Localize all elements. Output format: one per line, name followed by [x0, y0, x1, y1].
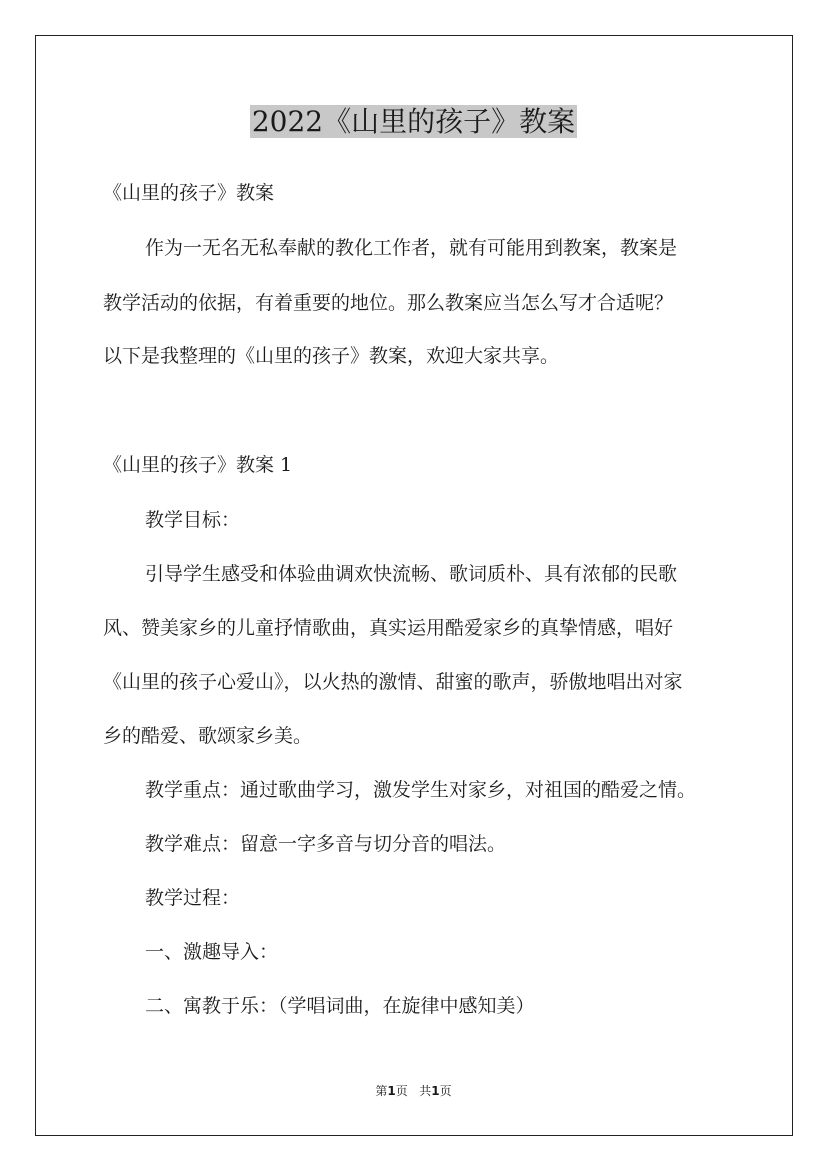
section-heading: 《山里的孩子》教案 1 — [103, 454, 293, 476]
objectives-line-2: 风、赞美家乡的儿童抒情歌曲，真实运用酷爱家乡的真挚情感，唱好 — [103, 617, 674, 639]
key-point: 教学重点：通过歌曲学习，激发学生对家乡，对祖国的酷爱之情。 — [145, 779, 697, 801]
objectives-label: 教学目标： — [145, 509, 241, 531]
footer-page-total: 1 — [431, 1084, 440, 1098]
document-title — [0, 102, 827, 142]
difficulty: 教学难点：留意一字多音与切分音的唱法。 — [145, 833, 507, 855]
intro-line-3: 以下是我整理的《山里的孩子》教案，欢迎大家共享。 — [103, 345, 560, 367]
footer-suffix: 页 — [439, 1084, 452, 1098]
objectives-line-4: 乡的酷爱、歌颂家乡美。 — [103, 725, 313, 747]
document-title-text: 2022《山里的孩子》教案 — [251, 105, 576, 138]
page-footer — [0, 1082, 827, 1100]
process-label: 教学过程： — [145, 887, 241, 909]
objectives-line-3: 《山里的孩子心爱山》，以火热的激情、甜蜜的歌声，骄傲地唱出对家 — [103, 671, 683, 693]
footer-mid: 页 共 — [395, 1084, 432, 1098]
footer-prefix: 第 — [375, 1084, 388, 1098]
step-2: 二、寓教于乐：（学唱词曲，在旋律中感知美） — [145, 995, 535, 1017]
step-1: 一、激趣导入： — [145, 941, 279, 963]
intro-line-2: 教学活动的依据，有着重要的地位。那么教案应当怎么写才合适呢？ — [103, 292, 674, 314]
intro-line-1: 作为一无名无私奉献的教化工作者，就有可能用到教案，教案是 — [145, 237, 678, 259]
document-subtitle: 《山里的孩子》教案 — [103, 182, 275, 204]
objectives-line-1: 引导学生感受和体验曲调欢快流畅、歌词质朴、具有浓郁的民歌 — [145, 563, 678, 585]
footer-page-current: 1 — [387, 1084, 396, 1098]
